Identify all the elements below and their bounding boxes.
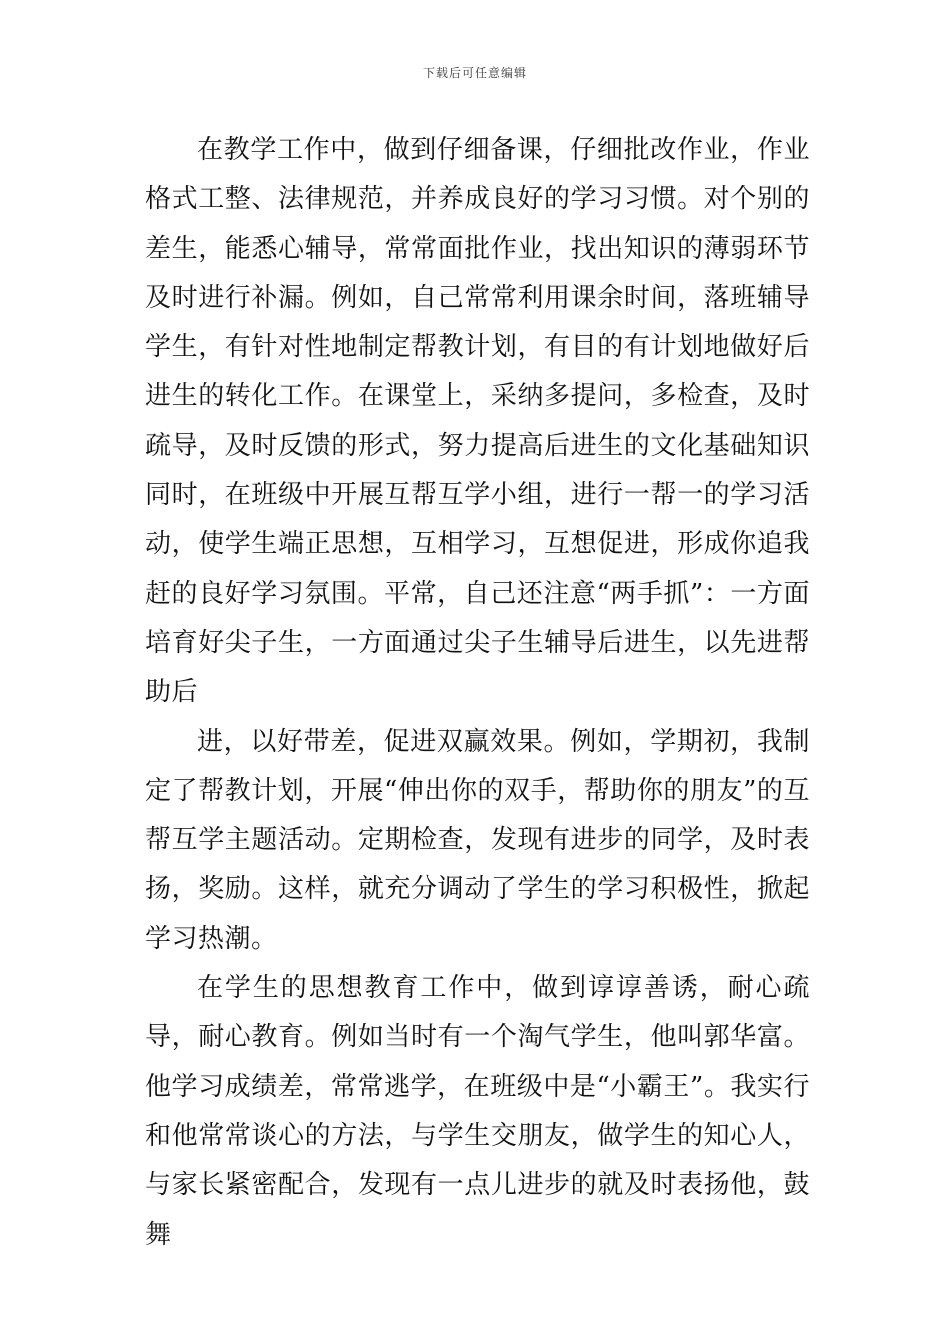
page-header: 下载后可任意编辑 — [422, 66, 527, 80]
paragraph-1: 在教学工作中，做到仔细备课，仔细批改作业，作业格式工整、法律规范，并养成良好的学习习惯。对个别的差生，能悉心辅导，常常面批作业，找出知识的薄弱环节及时进行补漏。例如，自己常常利用课余时间，落班辅导学生，有针对性地制定帮教计划，有目的有计划地做好后进生的转化工作。在课堂上，采纳多提问，多检查，及时疏导，及时反馈的形式，努力提高后进生的文化基础知识同时，在班级中开展互帮互学小组，进行一帮一的学习活动，使学生端正思想，互相学习，互想促进，形成你追我赶的良好学习氛围。平常，自己还注意“两手抓”：一方面培育好尖子生，一方面通过尖子生辅导后进生，以先进帮助后 — [145, 135, 810, 708]
document-body — [145, 126, 810, 1260]
paragraph-3: 在学生的思想教育工作中，做到谆谆善诱，耐心疏导，耐心教育。例如当时有一个淘气学生，他叫郭华富。他学习成绩差，常常逃学，在班级中是“小霸王”。我实行和他常常谈心的方法，与学生交朋友，做学生的知心人，与家长紧密配合，发现有一点儿进步的就及时表扬他，鼓舞 — [145, 973, 810, 1250]
paragraph-2: 进，以好带差，促进双赢效果。例如，学期初，我制定了帮教计划，开展“伸出你的双手，帮助你的朋友”的互帮互学主题活动。定期检查，发现有进步的同学，及时表扬，奖励。这样，就充分调动了学生的学习积极性，掀起学习热潮。 — [145, 726, 810, 954]
